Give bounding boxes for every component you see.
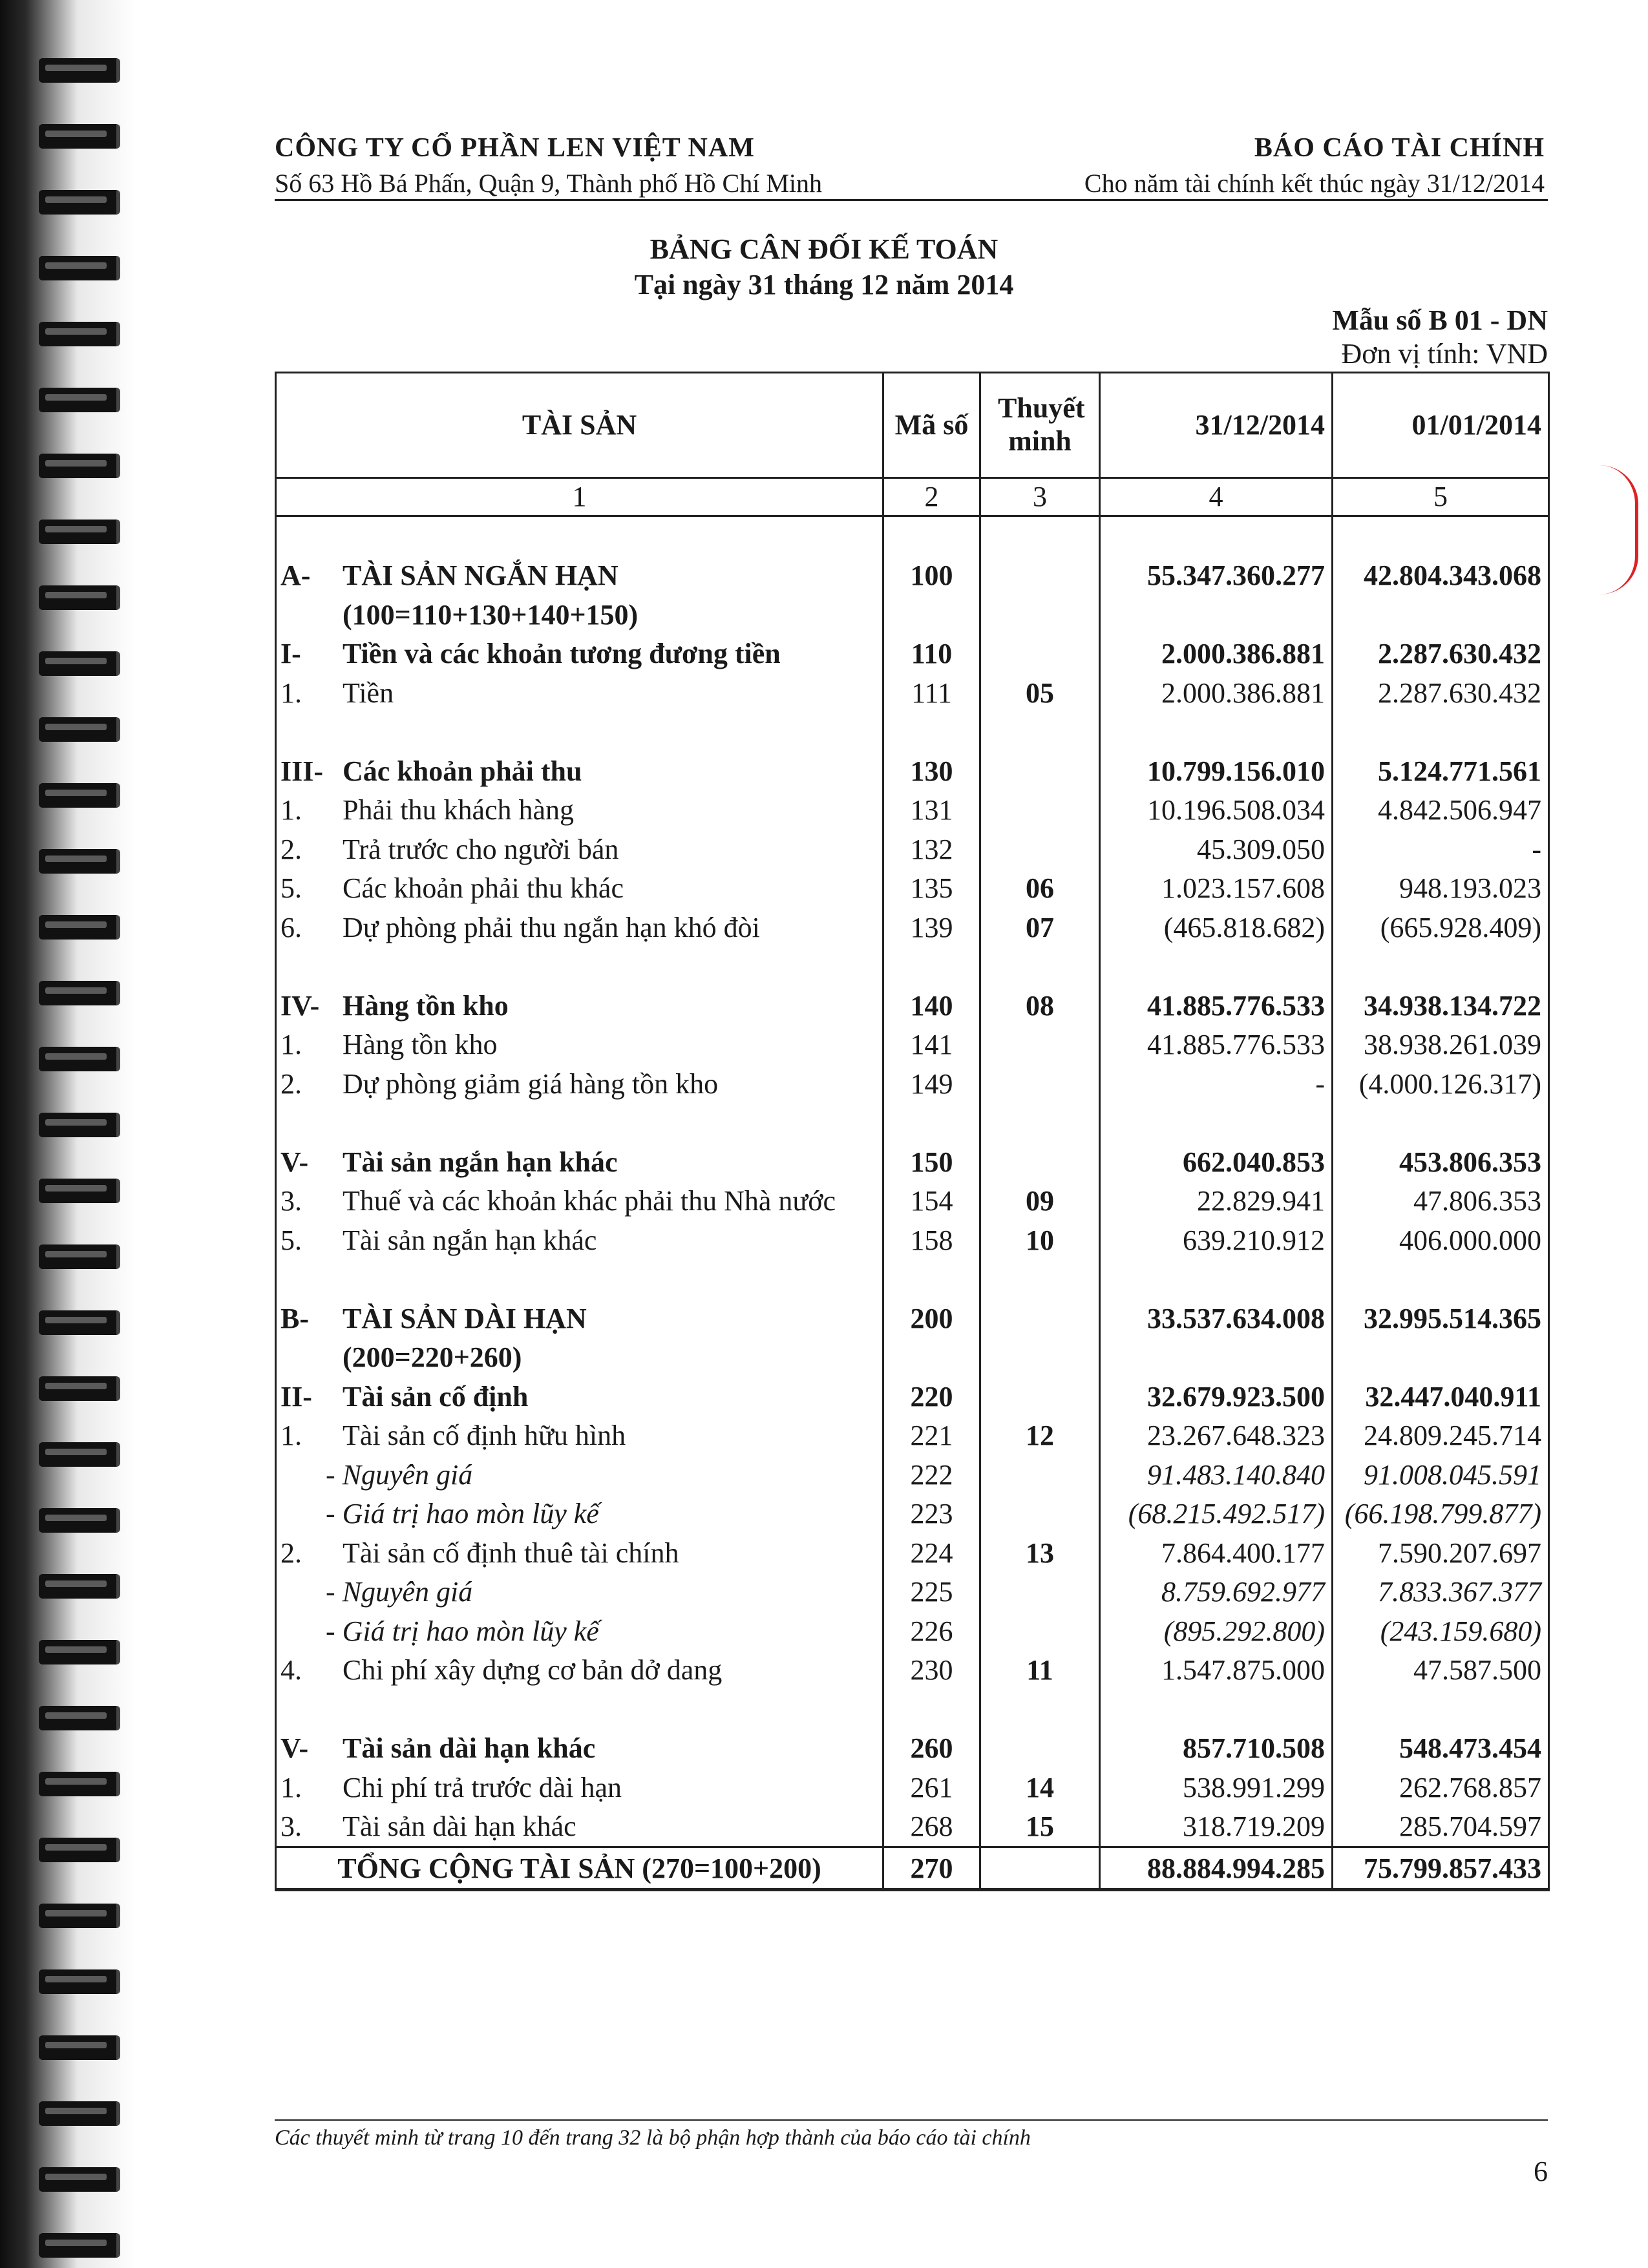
current-value: 41.885.776.533 <box>1100 1025 1333 1065</box>
spacer-cell <box>1100 1260 1333 1299</box>
prior-value: 7.590.207.697 <box>1333 1533 1549 1573</box>
header-date-current: 31/12/2014 <box>1100 373 1333 478</box>
spacer-cell <box>276 1690 883 1729</box>
item-cell <box>276 1768 883 1807</box>
spacer-cell <box>1100 947 1333 987</box>
spacer-cell <box>980 947 1100 987</box>
item-cell <box>276 1651 883 1690</box>
report-title: BÁO CÁO TÀI CHÍNH <box>1254 133 1545 163</box>
current-value: 662.040.853 <box>1100 1142 1333 1182</box>
current-value: 538.991.299 <box>1100 1768 1333 1807</box>
note-cell <box>980 1729 1100 1769</box>
table-row <box>276 635 1549 674</box>
item-cell <box>276 556 883 596</box>
code-cell: 223 <box>883 1495 980 1534</box>
note-cell: 08 <box>980 986 1100 1025</box>
item-prefix: V- <box>280 1732 309 1765</box>
code-cell: 268 <box>883 1807 980 1847</box>
item-cell <box>276 1182 883 1221</box>
total-prior: 75.799.857.433 <box>1333 1847 1549 1890</box>
item-label: TÀI SẢN NGẮN HẠN <box>343 560 618 592</box>
spacer-cell <box>1333 516 1549 556</box>
header-date-prior: 01/01/2014 <box>1333 373 1549 478</box>
item-label: Dự phòng phải thu ngắn hạn khó đòi <box>343 911 760 943</box>
current-value: 33.537.634.008 <box>1100 1299 1333 1338</box>
prior-value: (665.928.409) <box>1333 908 1549 947</box>
code-cell: 141 <box>883 1025 980 1065</box>
note-cell: 10 <box>980 1221 1100 1260</box>
spacer-cell <box>883 1260 980 1299</box>
table-row <box>276 1573 1549 1612</box>
current-value: 23.267.648.323 <box>1100 1416 1333 1456</box>
item-label: TÀI SẢN DÀI HẠN <box>343 1302 587 1334</box>
note-cell: 06 <box>980 869 1100 908</box>
current-value: 639.210.912 <box>1100 1221 1333 1260</box>
current-value: 22.829.941 <box>1100 1182 1333 1221</box>
item-prefix: 5. <box>280 872 302 905</box>
table-row <box>276 1338 1549 1378</box>
note-cell <box>980 556 1100 596</box>
spacer-cell <box>1100 1690 1333 1729</box>
note-cell <box>980 1612 1100 1651</box>
item-label: Tài sản dài hạn khác <box>343 1811 576 1843</box>
prior-value: - <box>1333 830 1549 869</box>
current-value: 10.799.156.010 <box>1100 751 1333 791</box>
item-cell <box>276 673 883 713</box>
note-cell <box>980 751 1100 791</box>
current-value: - <box>1100 1064 1333 1104</box>
current-value: 2.000.386.881 <box>1100 635 1333 674</box>
page-number: 6 <box>1534 2156 1548 2187</box>
item-cell <box>276 1299 883 1338</box>
header-assets: TÀI SẢN <box>276 373 883 478</box>
form-number: Mẫu số B 01 - DN <box>1332 304 1548 336</box>
spacer-cell <box>1100 1104 1333 1143</box>
table-row <box>276 986 1549 1025</box>
company-address: Số 63 Hồ Bá Phấn, Quận 9, Thành phố Hồ Chí Minh <box>275 169 823 198</box>
header-note: Thuyết minh <box>980 373 1100 478</box>
current-value: (895.292.800) <box>1100 1612 1333 1651</box>
spacer-cell <box>276 713 883 752</box>
spacer-cell <box>1100 713 1333 752</box>
table-row <box>276 1495 1549 1534</box>
table-row <box>276 1729 1549 1769</box>
code-cell: 221 <box>883 1416 980 1456</box>
code-cell: 225 <box>883 1573 980 1612</box>
item-cell <box>276 1612 883 1651</box>
item-prefix: V- <box>280 1146 309 1178</box>
item-label: (200=220+260) <box>343 1341 522 1374</box>
table-row <box>276 1182 1549 1221</box>
code-cell: 222 <box>883 1455 980 1495</box>
item-label: Dự phòng giảm giá hàng tồn kho <box>343 1067 719 1100</box>
note-cell: 07 <box>980 908 1100 947</box>
item-cell <box>276 1533 883 1573</box>
prior-value: 47.806.353 <box>1333 1182 1549 1221</box>
spacer-cell <box>1333 947 1549 987</box>
prior-value: 262.768.857 <box>1333 1768 1549 1807</box>
item-prefix: III- <box>280 755 324 787</box>
item-label: Tiền <box>343 677 394 709</box>
current-value: 45.309.050 <box>1100 830 1333 869</box>
table-row <box>276 908 1549 947</box>
current-value: 857.710.508 <box>1100 1729 1333 1769</box>
spacer-row <box>276 713 1549 752</box>
code-cell: 154 <box>883 1182 980 1221</box>
total-label: TỔNG CỘNG TÀI SẢN (270=100+200) <box>276 1847 883 1890</box>
table-row <box>276 1299 1549 1338</box>
note-cell <box>980 595 1100 635</box>
note-cell <box>980 1299 1100 1338</box>
index-col-1: 1 <box>276 478 883 516</box>
prior-value: 38.938.261.039 <box>1333 1025 1549 1065</box>
item-label: Tài sản dài hạn khác <box>343 1732 596 1765</box>
item-prefix: 1. <box>280 1771 302 1803</box>
spacer-cell <box>1333 1260 1549 1299</box>
item-cell <box>276 1416 883 1456</box>
note-cell: 05 <box>980 673 1100 713</box>
item-cell <box>276 1025 883 1065</box>
item-label: Thuế và các khoản khác phải thu Nhà nước <box>343 1185 836 1217</box>
balance-sheet-title: BẢNG CÂN ĐỐI KẾ TOÁN <box>650 233 998 265</box>
note-cell: 13 <box>980 1533 1100 1573</box>
spacer-cell <box>1100 516 1333 556</box>
prior-value: 4.842.506.947 <box>1333 791 1549 830</box>
spacer-row <box>276 1104 1549 1143</box>
prior-value: 32.447.040.911 <box>1333 1377 1549 1416</box>
prior-value: 2.287.630.432 <box>1333 673 1549 713</box>
item-label: Hàng tồn kho <box>343 989 509 1022</box>
prior-value: (66.198.799.877) <box>1333 1495 1549 1534</box>
current-value: 7.864.400.177 <box>1100 1533 1333 1573</box>
code-cell: 139 <box>883 908 980 947</box>
item-label: Hàng tồn kho <box>343 1029 498 1061</box>
total-note <box>980 1847 1100 1890</box>
code-cell: 135 <box>883 869 980 908</box>
item-label: Phải thu khách hàng <box>343 794 575 826</box>
table-row <box>276 556 1549 596</box>
code-cell: 130 <box>883 751 980 791</box>
spacer-cell <box>1333 1104 1549 1143</box>
code-cell: 224 <box>883 1533 980 1573</box>
footer-note: Các thuyết minh từ trang 10 đến trang 32 là bộ phận hợp thành của báo cáo tài chính <box>275 2126 1031 2150</box>
code-cell: 220 <box>883 1377 980 1416</box>
prior-value: 2.287.630.432 <box>1333 635 1549 674</box>
item-cell <box>276 1573 883 1612</box>
index-col-2: 2 <box>883 478 980 516</box>
spacer-cell <box>1333 1690 1549 1729</box>
note-cell <box>980 1455 1100 1495</box>
current-value: 8.759.692.977 <box>1100 1573 1333 1612</box>
note-cell <box>980 830 1100 869</box>
note-cell <box>980 1064 1100 1104</box>
spacer-cell <box>980 516 1100 556</box>
code-cell: 131 <box>883 791 980 830</box>
code-cell: 226 <box>883 1612 980 1651</box>
spacer-row <box>276 1690 1549 1729</box>
prior-value: 453.806.353 <box>1333 1142 1549 1182</box>
table-row <box>276 1142 1549 1182</box>
prior-value <box>1333 1338 1549 1378</box>
prior-value: 47.587.500 <box>1333 1651 1549 1690</box>
table-row <box>276 751 1549 791</box>
current-value: 1.547.875.000 <box>1100 1651 1333 1690</box>
prior-value: 91.008.045.591 <box>1333 1455 1549 1495</box>
table-row <box>276 869 1549 908</box>
current-value: 55.347.360.277 <box>1100 556 1333 596</box>
prior-value: 7.833.367.377 <box>1333 1573 1549 1612</box>
table-row <box>276 1064 1549 1104</box>
code-cell: 100 <box>883 556 980 596</box>
table-row <box>276 673 1549 713</box>
current-value: 1.023.157.608 <box>1100 869 1333 908</box>
item-cell <box>276 1377 883 1416</box>
code-cell: 150 <box>883 1142 980 1182</box>
note-cell <box>980 791 1100 830</box>
item-cell <box>276 1495 883 1534</box>
spacer-row <box>276 1260 1549 1299</box>
item-cell <box>276 1455 883 1495</box>
note-cell <box>980 635 1100 674</box>
item-prefix: B- <box>280 1302 309 1334</box>
header-code: Mã số <box>883 373 980 478</box>
item-label: Tài sản cố định hữu hình <box>343 1420 626 1452</box>
note-cell <box>980 1573 1100 1612</box>
index-col-4: 4 <box>1100 478 1333 516</box>
item-prefix: 2. <box>280 1537 302 1569</box>
item-prefix: A- <box>280 560 311 592</box>
table-row <box>276 830 1549 869</box>
item-label: Các khoản phải thu <box>343 755 582 787</box>
index-col-5: 5 <box>1333 478 1549 516</box>
spacer-cell <box>883 516 980 556</box>
total-code: 270 <box>883 1847 980 1890</box>
note-cell <box>980 1377 1100 1416</box>
note-cell: 14 <box>980 1768 1100 1807</box>
index-col-3: 3 <box>980 478 1100 516</box>
item-cell <box>276 869 883 908</box>
prior-value: 406.000.000 <box>1333 1221 1549 1260</box>
code-cell: 200 <box>883 1299 980 1338</box>
prior-value: 32.995.514.365 <box>1333 1299 1549 1338</box>
item-label: Chi phí trả trước dài hạn <box>343 1771 622 1803</box>
prior-value <box>1333 595 1549 635</box>
table-row <box>276 1025 1549 1065</box>
current-value: 32.679.923.500 <box>1100 1377 1333 1416</box>
spacer-row <box>276 516 1549 556</box>
code-cell <box>883 1338 980 1378</box>
code-cell: 261 <box>883 1768 980 1807</box>
item-prefix: IV- <box>280 989 320 1022</box>
code-cell: 149 <box>883 1064 980 1104</box>
item-label: Tài sản ngắn hạn khác <box>343 1146 618 1178</box>
prior-value: 5.124.771.561 <box>1333 751 1549 791</box>
current-value: 10.196.508.034 <box>1100 791 1333 830</box>
current-value <box>1100 595 1333 635</box>
spacer-cell <box>980 713 1100 752</box>
item-cell <box>276 791 883 830</box>
spacer-cell <box>883 1690 980 1729</box>
table-row <box>276 1455 1549 1495</box>
item-prefix: 2. <box>280 1067 302 1100</box>
code-cell: 230 <box>883 1651 980 1690</box>
currency-unit: Đơn vị tính: VND <box>1341 338 1548 370</box>
item-cell <box>276 1064 883 1104</box>
item-prefix: 1. <box>280 1420 302 1452</box>
note-cell: 11 <box>980 1651 1100 1690</box>
item-prefix: 5. <box>280 1224 302 1256</box>
item-label: - Nguyên giá <box>326 1576 473 1608</box>
spacer-cell <box>276 1104 883 1143</box>
prior-value: 548.473.454 <box>1333 1729 1549 1769</box>
prior-value: 34.938.134.722 <box>1333 986 1549 1025</box>
item-cell <box>276 1729 883 1769</box>
item-prefix: 1. <box>280 677 302 709</box>
prior-value: 948.193.023 <box>1333 869 1549 908</box>
company-name: CÔNG TY CỔ PHẦN LEN VIỆT NAM <box>275 133 755 163</box>
item-label: Tiền và các khoản tương đương tiền <box>343 638 781 670</box>
table-row <box>276 595 1549 635</box>
header-divider <box>275 199 1548 201</box>
spacer-cell <box>276 947 883 987</box>
item-cell <box>276 595 883 635</box>
total-current: 88.884.994.285 <box>1100 1847 1333 1890</box>
current-value: (465.818.682) <box>1100 908 1333 947</box>
item-label: (100=110+130+140+150) <box>343 598 639 631</box>
item-prefix: I- <box>280 638 301 670</box>
report-period: Cho năm tài chính kết thúc ngày 31/12/2014 <box>1084 169 1545 198</box>
note-cell <box>980 1142 1100 1182</box>
table-row <box>276 1768 1549 1807</box>
spacer-row <box>276 947 1549 987</box>
item-prefix: 3. <box>280 1185 302 1217</box>
item-prefix: 3. <box>280 1811 302 1843</box>
item-cell <box>276 830 883 869</box>
current-value: 41.885.776.533 <box>1100 986 1333 1025</box>
code-cell: 158 <box>883 1221 980 1260</box>
current-value: 318.719.209 <box>1100 1807 1333 1847</box>
code-cell: 132 <box>883 830 980 869</box>
prior-value: 285.704.597 <box>1333 1807 1549 1847</box>
table-row <box>276 1377 1549 1416</box>
note-cell: 15 <box>980 1807 1100 1847</box>
item-cell <box>276 908 883 947</box>
code-cell: 260 <box>883 1729 980 1769</box>
code-cell <box>883 595 980 635</box>
prior-value: (4.000.126.317) <box>1333 1064 1549 1104</box>
item-label: - Giá trị hao mòn lũy kế <box>326 1498 599 1530</box>
item-prefix: 2. <box>280 833 302 865</box>
item-cell <box>276 1142 883 1182</box>
spacer-cell <box>883 1104 980 1143</box>
table-row <box>276 1807 1549 1847</box>
current-value: (68.215.492.517) <box>1100 1495 1333 1534</box>
item-label: - Giá trị hao mòn lũy kế <box>326 1615 599 1647</box>
item-prefix: 1. <box>280 794 302 826</box>
red-pen-mark <box>1596 465 1638 594</box>
item-cell <box>276 1338 883 1378</box>
item-label: - Nguyên giá <box>326 1458 473 1491</box>
note-cell: 09 <box>980 1182 1100 1221</box>
note-cell <box>980 1338 1100 1378</box>
table-row <box>276 1533 1549 1573</box>
table-row <box>276 1221 1549 1260</box>
table-row <box>276 1416 1549 1456</box>
code-cell: 140 <box>883 986 980 1025</box>
spacer-cell <box>980 1260 1100 1299</box>
item-prefix: 4. <box>280 1654 302 1686</box>
item-label: Tài sản ngắn hạn khác <box>343 1224 597 1256</box>
balance-sheet-body <box>276 516 1549 1847</box>
current-value: 2.000.386.881 <box>1100 673 1333 713</box>
spacer-cell <box>276 1260 883 1299</box>
item-prefix: 6. <box>280 911 302 943</box>
table-row <box>276 791 1549 830</box>
spacer-cell <box>980 1690 1100 1729</box>
item-label: Trả trước cho người bán <box>343 833 619 865</box>
note-cell <box>980 1025 1100 1065</box>
item-prefix: II- <box>280 1380 312 1412</box>
current-value: 91.483.140.840 <box>1100 1455 1333 1495</box>
note-cell: 12 <box>980 1416 1100 1456</box>
spacer-cell <box>980 1104 1100 1143</box>
spacer-cell <box>883 713 980 752</box>
item-label: Các khoản phải thu khác <box>343 872 624 905</box>
table-row <box>276 1612 1549 1651</box>
footer-divider <box>275 2119 1548 2121</box>
item-label: Chi phí xây dựng cơ bản dở dang <box>343 1654 723 1686</box>
prior-value: 24.809.245.714 <box>1333 1416 1549 1456</box>
item-label: Tài sản cố định <box>343 1380 529 1412</box>
spacer-cell <box>1333 713 1549 752</box>
item-prefix: 1. <box>280 1029 302 1061</box>
note-cell <box>980 1495 1100 1534</box>
prior-value: (243.159.680) <box>1333 1612 1549 1651</box>
code-cell: 110 <box>883 635 980 674</box>
prior-value: 42.804.343.068 <box>1333 556 1549 596</box>
table-row <box>276 1651 1549 1690</box>
total-row <box>276 1847 1549 1890</box>
spacer-cell <box>883 947 980 987</box>
item-cell <box>276 1221 883 1260</box>
code-cell: 111 <box>883 673 980 713</box>
item-cell <box>276 1807 883 1847</box>
item-label: Tài sản cố định thuê tài chính <box>343 1537 679 1569</box>
balance-sheet-table <box>275 372 1550 1891</box>
item-cell <box>276 635 883 674</box>
spacer-cell <box>276 516 883 556</box>
item-cell <box>276 986 883 1025</box>
balance-sheet-date: Tại ngày 31 tháng 12 năm 2014 <box>634 269 1014 300</box>
item-cell <box>276 751 883 791</box>
current-value <box>1100 1338 1333 1378</box>
